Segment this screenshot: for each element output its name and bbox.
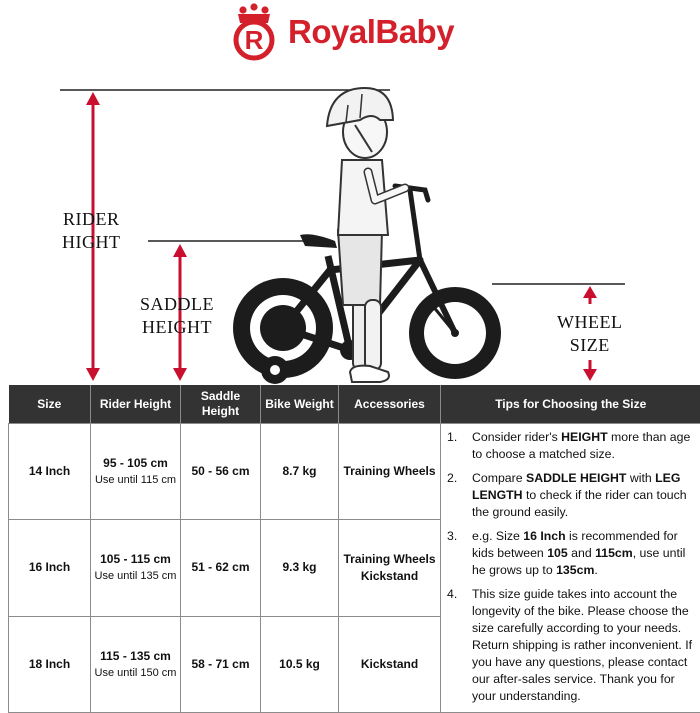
tip-item [447,429,693,463]
tip-item [447,586,693,705]
tip-number: 1. [447,429,472,463]
rider-height-note: Use until 135 cm [94,569,177,584]
accessories-cell [339,424,441,520]
size-diagram [0,60,700,385]
accessories-cell [339,616,441,712]
rider-height-cell [91,520,181,616]
tip-text: Compare SADDLE HEIGHT with LEG LENGTH to check if the rider can touch the ground easily. [472,470,693,521]
tip-number: 3. [447,528,472,579]
table-row [9,424,700,520]
tip-text: e.g. Size 16 Inch is recommended for kids between 105 and 115cm, use until he grows up to 135cm. [472,528,693,579]
header-rider-height: Rider Height [91,385,181,424]
royalbaby-crown-icon [228,3,280,61]
saddle-height-cell: 50 - 56 cm [181,424,261,520]
bike-weight-cell: 9.3 kg [261,520,339,616]
size-cell: 18 Inch [9,616,91,712]
rider-height-note: Use until 150 cm [94,666,177,681]
rider-height-range: 115 - 135 cm [100,649,171,663]
tips-cell [441,424,700,713]
bike-weight-cell: 10.5 kg [261,616,339,712]
tip-text: Consider rider's HEIGHT more than age to choose a matched size. [472,429,693,463]
tip-item [447,528,693,579]
header-saddle-height: Saddle Height [181,385,261,424]
saddle-height-cell: 58 - 71 cm [181,616,261,712]
saddle-height-label: SADDLE HEIGHT [140,293,214,339]
logo-letter: R [245,25,264,55]
rider-height-note: Use until 115 cm [94,473,177,488]
size-cell: 16 Inch [9,520,91,616]
tips-list [441,424,700,705]
rider-height-label: RIDER HIGHT [62,208,121,254]
wheel-size-label: WHEEL SIZE [557,311,622,357]
size-cell: 14 Inch [9,424,91,520]
accessory-item: Kickstand [342,568,437,585]
saddle-height-cell: 51 - 62 cm [181,520,261,616]
table-header-row [9,385,700,424]
rider-height-range: 105 - 115 cm [100,552,171,566]
accessory-item: Kickstand [342,656,437,673]
accessories-cell [339,520,441,616]
tip-item [447,470,693,521]
header-accessories: Accessories [339,385,441,424]
tip-text: This size guide takes into account the longevity of the bike. Please choose the size carefully according to your needs. Return shipping is rather inconvenient. If you have any questions, please contact our after-sales service. Thank you for your understanding. [472,586,693,705]
accessory-item: Training Wheels [342,463,437,480]
brand-name: RoyalBaby [288,13,454,51]
rider-height-range: 95 - 105 cm [103,456,168,470]
child-illustration [327,88,405,382]
tip-number: 2. [447,470,472,521]
bike-weight-cell: 8.7 kg [261,424,339,520]
tip-number: 4. [447,586,472,705]
header-tips: Tips for Choosing the Size [441,385,700,424]
size-guide-table [8,385,700,713]
accessory-item: Training Wheels [342,551,437,568]
rider-height-cell [91,616,181,712]
brand-logo [228,2,454,62]
header-size: Size [9,385,91,424]
header-bike-weight: Bike Weight [261,385,339,424]
rider-height-cell [91,424,181,520]
